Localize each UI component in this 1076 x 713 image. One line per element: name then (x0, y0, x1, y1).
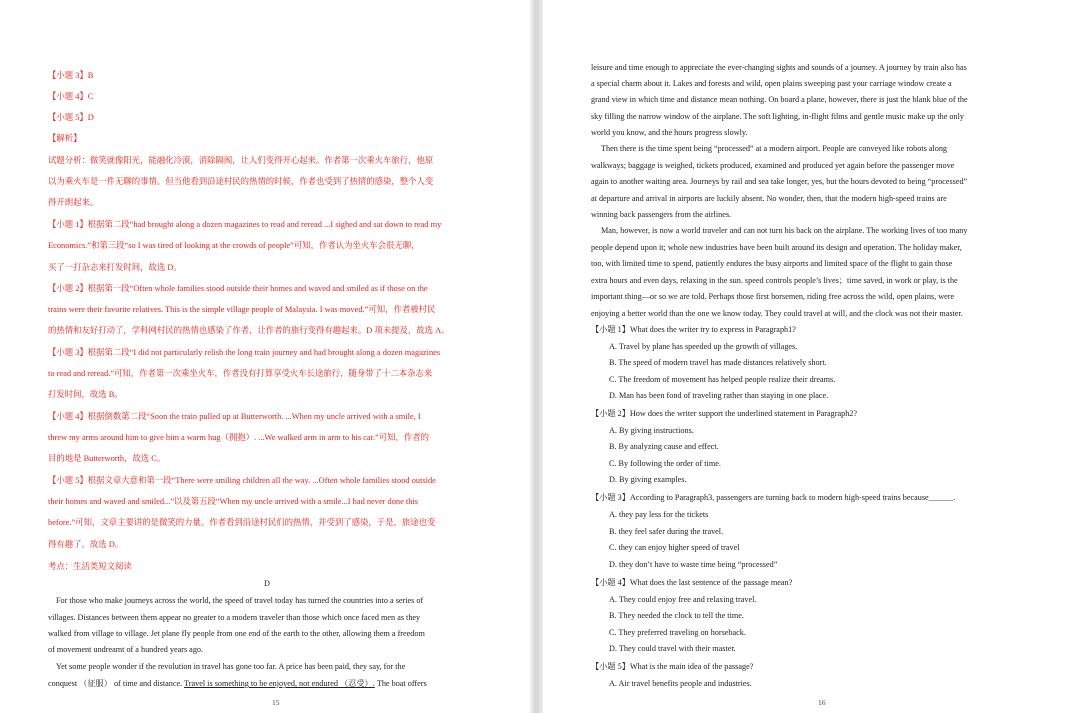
analysis-line: 打发时间，故选 B。 (48, 390, 123, 399)
analysis-line: threw my arms around him to give him a warm hug（拥抱）. ...We walked arm in arm to his car.”可知，作者的 (48, 433, 430, 442)
option: D. By giving examples. (609, 475, 687, 484)
analysis-line: trains were their favorite relatives. This is the simple village people of Malaysia. I was moved.”可知，作者被村民 (48, 305, 436, 314)
analysis-line: 买了一打杂志来打发时间，故选 D。 (48, 263, 182, 272)
option: A. By giving instructions. (609, 426, 694, 435)
analysis-line: 【小题 5】根据文章大意和第一段“There were smiling children all the way. ...Often whole families stood outside (48, 476, 436, 485)
analysis-line: their homes and waved and smiled...”以及第五段“When my uncle arrived with a smile...I had never done this (48, 497, 419, 506)
option: A. they pay less for the tickets (609, 510, 709, 519)
passage-line: again to another waiting area. Journeys by rail and sea take longer, yes, but the hours devoted to being “processed” (591, 177, 968, 186)
passage-line (48, 678, 427, 690)
passage-line: walked from village to village. Jet plane fly people from one end of the earth to the other, allowing them a freedom (48, 629, 425, 638)
option: C. By following the order of time. (609, 459, 721, 468)
analysis-heading: 【解析】 (48, 134, 82, 143)
analysis-line: 以为乘火车是一件无聊的事情。但当他看到沿途村民的热情的时候，作者也受到了热情的感染，整个人变 (48, 177, 434, 186)
page-16 (543, 0, 1076, 713)
passage-line: people depend upon it; whole new industries have been built around its design and operation. The holiday maker, (591, 243, 962, 252)
analysis-line: 【小题 4】根据倒数第二段“Soon the train pulled up at Butterworth. ...When my uncle arrived with a smile, I (48, 412, 421, 421)
underlined-statement: Travel is something to be enjoyed, not endured （忍受）. (184, 679, 375, 688)
option: B. They needed the clock to tell the time. (609, 611, 744, 620)
analysis-line: before.”可知，文章主要讲的是微笑的力量。作者看到沿途村民们的热情，并受到了感染，于是，旅途也变 (48, 518, 436, 527)
passage-line: walkways; baggage is weighed, tickets produced, examined and produced yet again before the passenger move (591, 161, 955, 170)
passage-line: Yet some people wonder if the revolution in travel has gone too far. A price has been paid, they say, for the (56, 662, 406, 671)
analysis-line: 得有趣了。故选 D。 (48, 540, 124, 549)
section-heading: D (264, 579, 270, 588)
option: C. The freedom of movement has helped people realize their dreams. (609, 375, 836, 384)
option: B. By analyzing cause and effect. (609, 442, 719, 451)
option: C. they can enjoy higher speed of travel (609, 543, 740, 552)
passage-line: too, with limited time to spend, patiently endures the busy airports and limited space of the flight to gain those (591, 259, 953, 268)
passage-line: sky filling the narrow window of the airplane. The soft lighting, in-flight films and gentle music make up the only (591, 112, 964, 121)
topic-label: 考点：生活类短文阅读 (48, 562, 132, 571)
page-15 (0, 0, 530, 713)
page-number: 15 (272, 698, 280, 707)
question-stem: 【小题 4】What does the last sentence of the passage mean? (591, 578, 793, 587)
passage-line: at departure and arrival in airports are luckily absent. No wonder, then, that the modern high-speed trains are (591, 194, 947, 203)
analysis-line: 【小题 3】根据第二段“I did not particularly relish the long train journey and had brought along a dozen magazines (48, 348, 441, 357)
option: A. Air travel benefits people and industries. (609, 679, 752, 688)
passage-text: conquest （征服） of time and distance. (48, 679, 185, 688)
option: D. They could travel with their master. (609, 644, 736, 653)
passage-line: world you know, and the hours progress slowly. (591, 128, 748, 137)
analysis-line: 的热情和友好打动了，学科网村民的热情也感染了作者，让作者的旅行变得有趣起来。D 项未提及，故选 A。 (48, 326, 450, 335)
answer-5: 【小题 5】D (48, 113, 94, 122)
passage-line: winning back passengers from the airlines. (591, 210, 732, 219)
analysis-line: 【小题 2】根据第一段“Often whole families stood outside their homes and waved and smiled as if those on the (48, 284, 428, 293)
analysis-line: 目的地是 Butterworth，故选 C。 (48, 454, 166, 463)
analysis-line: 【小题 1】根据第二段“had brought along a dozen magazines to read and reread ...I sighed and sat down to read my (48, 220, 442, 229)
passage-line: Man, however, is now a world traveler and can not turn his back on the airplane. The working lives of too many (601, 226, 968, 235)
passage-text: The boat offers (374, 679, 427, 688)
question-stem: 【小题 3】According to Paragraph3, passengers are turning back to modern high-speed trains because______. (591, 493, 956, 502)
question-stem: 【小题 2】How does the writer support the underlined statement in Paragraph2? (591, 409, 858, 418)
option: A. They could enjoy free and relaxing travel. (609, 595, 757, 604)
passage-line: leisure and time enough to appreciate the ever-changing sights and sounds of a journey. A journey by train also has (591, 63, 967, 72)
answer-4: 【小题 4】C (48, 92, 94, 101)
analysis-line: 试题分析：微笑就像阳光，能融化冷漠，消除隔阂，让人们变得开心起来。作者第一次乘火车旅行，他原 (48, 156, 434, 165)
option: A. Travel by plane has speeded up the growth of villages. (609, 342, 798, 351)
passage-line: enjoying a better world than the one we know today. They could travel at will, and the clock was not their master. (591, 309, 963, 318)
passage-line: important thing—or so we are told. Perhaps those first horsemen, riding free across the wild, open plains, were (591, 292, 955, 301)
analysis-line: 得开朗起来。 (48, 198, 99, 207)
answer-3: 【小题 3】B (48, 71, 94, 80)
option: D. Man has been fond of traveling rather than staying in one place. (609, 391, 829, 400)
passage-line: grand view in which time and distance mean nothing. On board a plane, however, there is just the blank blue of the (591, 95, 968, 104)
page-number: 16 (818, 698, 826, 707)
passage-line: villages. Distances between them appear no greater to a modern traveler than those which once faced men as they (48, 613, 421, 622)
option: B. they feel safer during the travel. (609, 527, 724, 536)
passage-line: For those who make journeys across the world, the speed of travel today has turned the countries into a series of (56, 596, 424, 605)
question-stem: 【小题 5】What is the main idea of the passage? (591, 662, 754, 671)
passage-line: a special charm about it. Lakes and forests and wild, open plains sweeping past your carriage window create a (591, 79, 952, 88)
page-fold (530, 0, 543, 713)
option: C. They preferred traveling on horseback. (609, 628, 746, 637)
passage-line: Then there is the time spent being “processed” at a modern airport. People are conveyed like robots along (601, 144, 948, 153)
passage-line: of movement undreamt of a hundred years ago. (48, 645, 204, 654)
question-stem: 【小题 1】What does the writer try to express in Paragraph1? (591, 325, 796, 334)
analysis-line: to read and reread.”可知，作者第一次乘坐火车，作者没有打算享受火车长途旅行，随身带了十二本杂志来 (48, 369, 433, 378)
passage-line: extra hours and even days, relaxing in the sun. speed controls people’s lives；time saved, in work or play, is the (591, 276, 958, 285)
option: D. they don’t have to waste time being “processed” (609, 560, 778, 569)
option: B. The speed of modern travel has made distances relatively short. (609, 358, 827, 367)
analysis-line: Economics.”和第三段“so I was tired of looking at the crowds of people”可知，作者认为坐火车会很无聊， (48, 241, 420, 250)
